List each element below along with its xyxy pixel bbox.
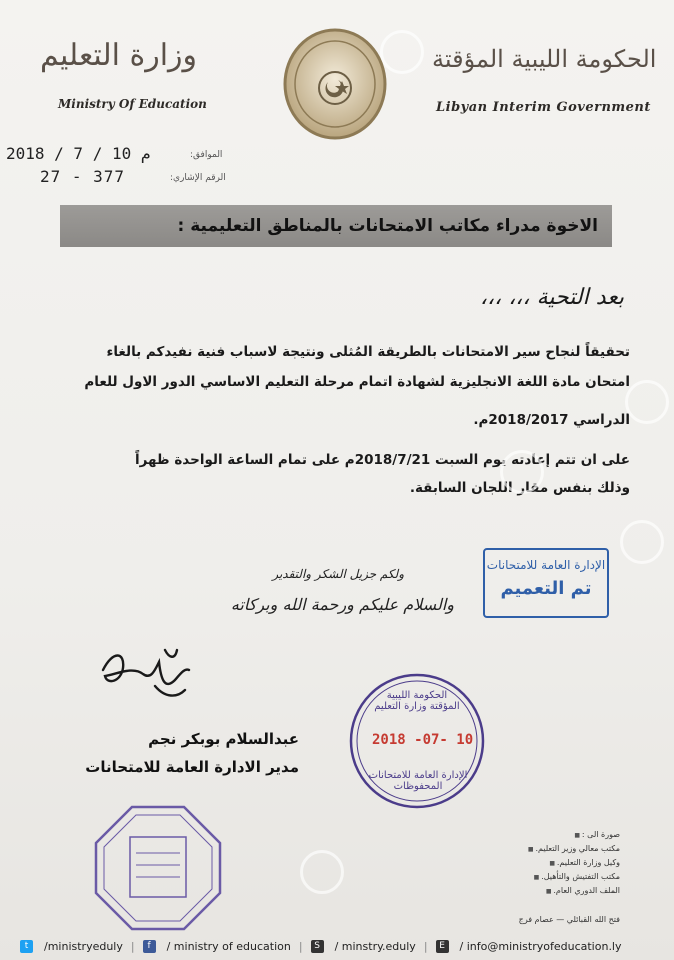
watermark-logo-icon bbox=[625, 380, 669, 424]
handwritten-signature bbox=[95, 640, 195, 705]
watermark-logo-icon bbox=[380, 30, 424, 74]
email-address[interactable]: / info@ministryofeducation.ly bbox=[459, 939, 622, 953]
facebook-handle[interactable]: / ministry of education bbox=[166, 939, 291, 953]
signatory-name: عبدالسلام بوبكر نجم bbox=[148, 730, 299, 748]
reference-value: 27 - 377 bbox=[40, 167, 126, 186]
body-line-2: امتحان مادة اللغة الانجليزية لشهادة اتمام مرحلة التعليم الاساسي الدور الاول للعام bbox=[84, 374, 630, 390]
watermark-logo-icon bbox=[500, 450, 544, 494]
ministry-english-title: Ministry Of Education bbox=[58, 97, 207, 111]
round-stamp-bottom-text: الإدارة العامة للامتحانات المحفوظات bbox=[368, 770, 468, 792]
circulated-stamp bbox=[483, 548, 609, 618]
date-value: 2018 / 7 / 10 م bbox=[6, 144, 151, 163]
preparer-initials: فتح الله القبائلي — عصام فرج bbox=[518, 915, 620, 924]
ministry-arabic-title: وزارة التعليم bbox=[40, 38, 198, 73]
addressee-title-bar bbox=[60, 205, 612, 247]
circulated-stamp-text: تم التعميم bbox=[500, 578, 592, 599]
ministry-seal-stamp bbox=[92, 803, 224, 933]
libya-emblem-icon bbox=[280, 26, 390, 146]
round-stamp-date: 2018 -07- 10 bbox=[372, 732, 474, 748]
cc-item: وكيل وزارة التعليم. ■ bbox=[470, 856, 620, 870]
cc-item: مكتب معالي وزير التعليم. ■ bbox=[470, 842, 620, 856]
watermark-logo-icon bbox=[300, 850, 344, 894]
body-line-3: الدراسي 2018/2017م. bbox=[473, 412, 630, 428]
round-stamp-top-text: الحكومة الليبية المؤقتة وزارة التعليم bbox=[374, 690, 460, 712]
body-line-5: وذلك بنفس مقار اللجان السابقة. bbox=[409, 480, 630, 496]
twitter-icon: t bbox=[20, 940, 33, 953]
body-line-4: على ان تتم إعادته يوم السبت 2018/7/21م على تمام الساعة الواحدة ظهراً bbox=[134, 452, 630, 468]
circulated-stamp-department: الإدارة العامة للامتحانات bbox=[486, 558, 606, 572]
watermark-logo-icon bbox=[620, 520, 664, 564]
cc-item: صورة الى : ■ bbox=[470, 828, 620, 842]
closing-thanks: ولكم جزيل الشكر والتقدير bbox=[272, 567, 404, 581]
addressee-title: الاخوة مدراء مكاتب الامتحانات بالمناطق التعليمية : bbox=[177, 216, 598, 236]
skype-icon: S bbox=[311, 940, 324, 953]
government-arabic-title: الحكومة الليبية المؤقتة bbox=[432, 45, 657, 73]
email-icon: E bbox=[436, 940, 449, 953]
greeting: بعد التحية ،،، ،،، bbox=[480, 285, 624, 310]
reference-label: الرقم الإشاري: bbox=[170, 173, 226, 183]
closing-salutation: والسلام عليكم ورحمة الله وبركاته bbox=[230, 595, 454, 614]
government-english-title: Libyan Interim Government bbox=[436, 100, 651, 115]
signatory-title: مدير الادارة العامة للامتحانات bbox=[85, 758, 299, 776]
twitter-handle[interactable]: /ministryeduly bbox=[44, 939, 123, 953]
cc-item: الملف الدوري العام. ■ bbox=[470, 884, 620, 898]
body-line-1: تحقيقاً لنجاح سير الامتحانات بالطريقة المُثلى ونتيجة لاسباب فنية نفيدكم بالغاء bbox=[106, 344, 630, 360]
copies-to-list bbox=[470, 828, 620, 898]
facebook-icon: f bbox=[143, 940, 156, 953]
date-label: الموافق: bbox=[190, 150, 223, 160]
contact-footer: t /ministryeduly | f / ministry of education | S / minstry.eduly | E / info@ministryofeducation.ly bbox=[20, 936, 660, 956]
skype-handle[interactable]: / minstry.eduly bbox=[334, 939, 416, 953]
cc-item: مكتب التفتيش والتأهيل. ■ bbox=[470, 870, 620, 884]
